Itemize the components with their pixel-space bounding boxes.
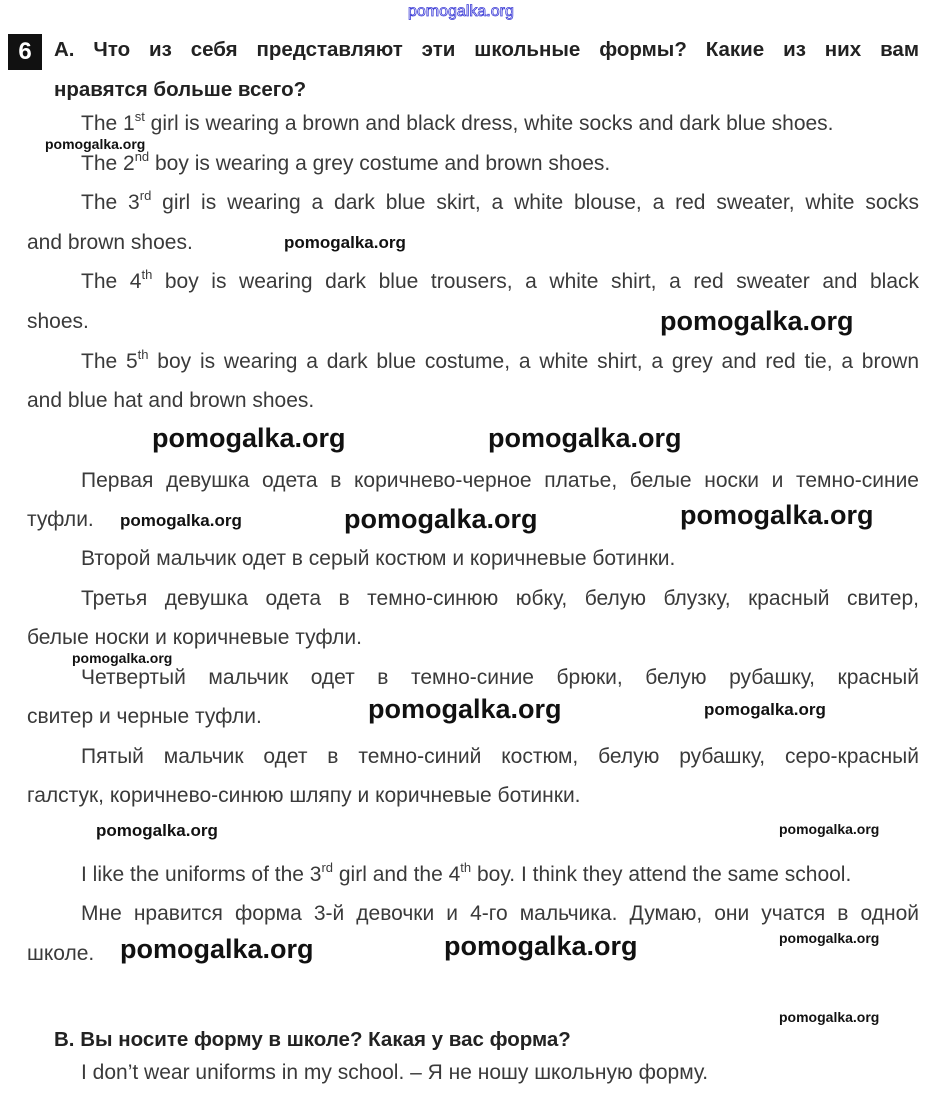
english-line: The 1st girl is wearing a brown and black dress, white socks and dark blue shoes.	[81, 109, 834, 135]
english-line: The 5th boy is wearing a dark blue costume, a white shirt, a grey and red tie, a brown	[81, 347, 919, 373]
watermark: pomogalka.org	[704, 700, 826, 719]
english-line: The 3rd girl is wearing a dark blue skirt, a white blouse, a red sweater, white socks	[81, 188, 920, 214]
russian-line: свитер и черные туфли.	[27, 705, 262, 728]
english-line: and brown shoes.	[27, 231, 193, 254]
russian-line: Первая девушка одета в коричнево-черное платье, белые носки и темно-синие	[81, 469, 919, 492]
watermark: pomogalka.org	[152, 423, 346, 453]
watermark: pomogalka.org	[660, 306, 854, 336]
exercise-number: 6	[8, 34, 42, 70]
russian-line: Третья девушка одета в темно-синюю юбку, белую блузку, красный свитер,	[81, 587, 919, 610]
watermark: pomogalka.org	[444, 931, 638, 961]
english-line: The 2nd boy is wearing a grey costume and brown shoes.	[81, 149, 611, 175]
english-line: The 4th boy is wearing dark blue trousers, a white shirt, a red sweater and black	[81, 267, 920, 293]
russian-line: Четвертый мальчик одет в темно-синие брюки, белую рубашку, красный	[81, 666, 919, 689]
watermark: pomogalka.org	[344, 504, 538, 534]
english-line: shoes.	[27, 310, 89, 333]
english-line: and blue hat and brown shoes.	[27, 389, 315, 412]
watermark: pomogalka.org	[680, 500, 874, 530]
preference-ru: Мне нравится форма 3-й девочки и 4-го мальчика. Думаю, они учатся в одной	[81, 902, 919, 925]
preference-en: I like the uniforms of the 3rd girl and the 4th boy. I think they attend the same school.	[81, 860, 852, 886]
preference-ru: школе.	[27, 942, 95, 965]
russian-line: галстук, коричнево-синюю шляпу и коричневые ботинки.	[27, 784, 581, 807]
watermark: pomogalka.org	[120, 934, 314, 964]
watermark: pomogalka.org	[779, 930, 880, 946]
watermark: pomogalka.org	[45, 136, 146, 152]
watermark: pomogalka.org	[779, 821, 880, 837]
russian-line: белые носки и коричневые туфли.	[27, 626, 362, 649]
watermark: pomogalka.org	[284, 233, 406, 252]
watermark: pomogalka.org	[408, 3, 514, 20]
watermark: pomogalka.org	[368, 694, 562, 724]
part-b-title: B. Вы носите форму в школе? Какая у вас форма?	[54, 1028, 571, 1051]
watermark: pomogalka.org	[779, 1009, 880, 1025]
part-a-title-cont: нравятся больше всего?	[54, 78, 307, 101]
russian-line: Второй мальчик одет в серый костюм и коричневые ботинки.	[81, 547, 676, 570]
watermark: pomogalka.org	[488, 423, 682, 453]
russian-line: туфли.	[27, 508, 94, 531]
russian-line: Пятый мальчик одет в темно-синий костюм, белую рубашку, серо-красный	[81, 745, 919, 768]
watermark: pomogalka.org	[96, 821, 218, 840]
watermark: pomogalka.org	[72, 650, 173, 666]
watermark: pomogalka.org	[120, 511, 242, 530]
part-b-answer: I don’t wear uniforms in my school. – Я не ношу школьную форму.	[81, 1061, 709, 1084]
part-a-title: А. Что из себя представляют эти школьные формы? Какие из них вам	[54, 38, 919, 61]
